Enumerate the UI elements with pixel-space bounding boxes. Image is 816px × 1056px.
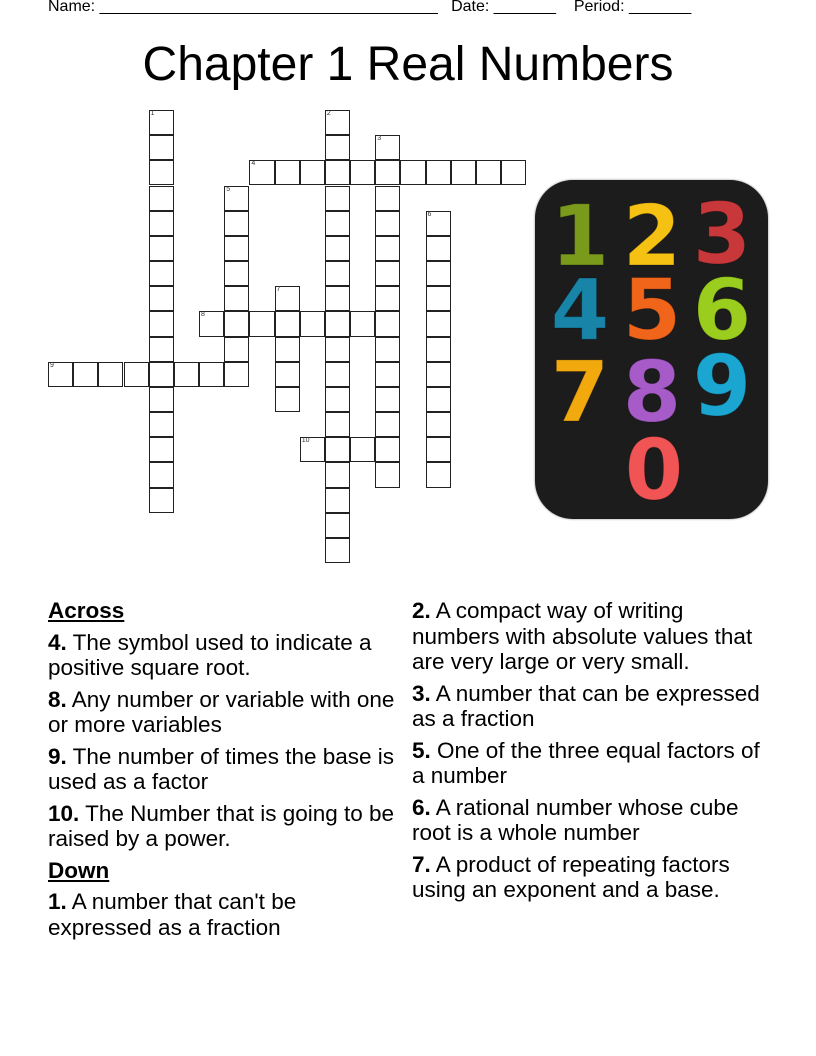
clue-down-2: 2. A compact way of writing numbers with absolute values that are very large or very small. (412, 598, 753, 674)
crossword-cell[interactable] (426, 211, 451, 236)
crossword-cell[interactable] (224, 186, 249, 211)
crossword-cell[interactable] (98, 362, 123, 387)
digit-1-graphic: 1 (550, 187, 610, 285)
clues-right-column (412, 598, 772, 909)
crossword-cell[interactable] (325, 488, 350, 513)
crossword-cell[interactable] (426, 437, 451, 462)
crossword-cell[interactable] (400, 160, 425, 185)
clue-number: 4 (251, 160, 256, 168)
digit-4-graphic: 4 (550, 261, 610, 359)
crossword-cell[interactable] (300, 160, 325, 185)
crossword-cell[interactable] (149, 286, 174, 311)
clue-across-8: 8. Any number or variable with one or more variables (48, 686, 395, 737)
crossword-cell[interactable] (325, 261, 350, 286)
crossword-cell[interactable] (325, 437, 350, 462)
crossword-cell[interactable] (325, 110, 350, 135)
page-title: Chapter 1 Real Numbers (142, 38, 674, 91)
crossword-cell[interactable] (275, 337, 300, 362)
crossword-cell[interactable] (149, 261, 174, 286)
crossword-cell[interactable] (375, 337, 400, 362)
crossword-cell[interactable] (325, 236, 350, 261)
crossword-cell[interactable] (325, 286, 350, 311)
crossword-cell[interactable] (350, 160, 375, 185)
clue-number: 9 (50, 361, 54, 369)
clue-down-7: 7. A product of repeating factors using an exponent and a base. (412, 851, 730, 902)
worksheet-header (48, 0, 691, 16)
crossword-cell[interactable] (149, 110, 174, 135)
crossword-cell[interactable] (224, 286, 249, 311)
crossword-cell[interactable] (325, 538, 350, 563)
digit-7-graphic: 7 (550, 343, 610, 441)
crossword-cell[interactable] (124, 362, 149, 387)
crossword-cell[interactable] (224, 261, 249, 286)
crossword-cell[interactable] (325, 337, 350, 362)
crossword-cell[interactable] (149, 135, 174, 160)
date-field[interactable]: Date: _______ (451, 0, 557, 15)
crossword-cell[interactable] (426, 387, 451, 412)
clue-down-5: 5. One of the three equal factors of a number (412, 737, 760, 788)
crossword-cell[interactable] (325, 412, 350, 437)
clue-across-4: 4. The symbol used to indicate a positive square root. (48, 629, 372, 680)
crossword-cell[interactable] (375, 211, 400, 236)
crossword-cell[interactable] (149, 186, 174, 211)
clue-number: 7 (276, 286, 281, 294)
crossword-cell[interactable] (149, 311, 174, 336)
crossword-cell[interactable] (149, 211, 174, 236)
crossword-cell[interactable] (325, 135, 350, 160)
crossword-cell[interactable] (375, 135, 400, 160)
crossword-cell[interactable] (350, 437, 375, 462)
across-heading: Across (48, 598, 125, 623)
crossword-cell[interactable] (375, 462, 400, 487)
crossword-cell[interactable] (224, 311, 249, 336)
crossword-cell[interactable] (375, 387, 400, 412)
crossword-cell[interactable] (325, 362, 350, 387)
digit-3-graphic: 3 (692, 185, 752, 283)
crossword-cell[interactable] (375, 311, 400, 336)
crossword-cell[interactable] (249, 311, 274, 336)
crossword-cell[interactable] (375, 286, 400, 311)
crossword-cell[interactable] (300, 437, 325, 462)
crossword-cell[interactable] (224, 236, 249, 261)
crossword-cell[interactable] (199, 362, 224, 387)
clue-down-3: 3. A number that can be expressed as a fraction (412, 680, 760, 731)
crossword-cell[interactable] (451, 160, 476, 185)
crossword-cell[interactable] (275, 286, 300, 311)
crossword-cell[interactable] (149, 236, 174, 261)
crossword-cell[interactable] (149, 337, 174, 362)
clue-number: 6 (427, 210, 432, 218)
crossword-cell[interactable] (426, 160, 451, 185)
crossword-cell[interactable] (476, 160, 501, 185)
crossword-cell[interactable] (375, 261, 400, 286)
digit-2-graphic: 2 (622, 187, 682, 285)
crossword-cell[interactable] (275, 362, 300, 387)
crossword-cell[interactable] (325, 160, 350, 185)
digit-0-graphic: 0 (624, 421, 684, 519)
crossword-cell[interactable] (275, 387, 300, 412)
numbers-illustration (535, 180, 768, 519)
crossword-cell[interactable] (149, 412, 174, 437)
crossword-cell[interactable] (325, 211, 350, 236)
crossword-cell[interactable] (426, 337, 451, 362)
crossword-cell[interactable] (149, 462, 174, 487)
crossword-cell[interactable] (275, 311, 300, 336)
crossword-cell[interactable] (149, 437, 174, 462)
crossword-cell[interactable] (375, 437, 400, 462)
crossword-cell[interactable] (275, 160, 300, 185)
crossword-cell[interactable] (300, 311, 325, 336)
crossword-cell[interactable] (325, 311, 350, 336)
crossword-cell[interactable] (426, 261, 451, 286)
crossword-cell[interactable] (375, 412, 400, 437)
crossword-cell[interactable] (325, 387, 350, 412)
clue-number: 2 (326, 110, 331, 117)
clue-down-6: 6. A rational number whose cube root is a whole number (412, 794, 739, 845)
crossword-cell[interactable] (426, 462, 451, 487)
crossword-cell[interactable] (174, 362, 199, 387)
period-field[interactable]: Period: _______ (573, 0, 692, 15)
crossword-cell[interactable] (426, 286, 451, 311)
crossword-cell[interactable] (375, 186, 400, 211)
crossword-cell[interactable] (224, 362, 249, 387)
crossword-cell[interactable] (149, 387, 174, 412)
clue-across-9: 9. The number of times the base is used as a factor (48, 743, 395, 794)
crossword-cell[interactable] (325, 513, 350, 538)
crossword-cell[interactable] (375, 160, 400, 185)
crossword-cell[interactable] (350, 311, 375, 336)
crossword-cell[interactable] (224, 337, 249, 362)
down-heading: Down (48, 857, 110, 883)
crossword-cell[interactable] (375, 236, 400, 261)
clue-number: 5 (226, 185, 231, 193)
crossword-cell[interactable] (426, 311, 451, 336)
clue-across-10: 10. The Number that is going to be raised by a power. (48, 800, 395, 851)
clue-down-1: 1. A number that can't be expressed as a fraction (48, 889, 297, 940)
digit-5-graphic: 5 (622, 261, 682, 359)
crossword-cell[interactable] (501, 160, 526, 185)
crossword-cell[interactable] (149, 362, 174, 387)
clue-number: 8 (201, 311, 205, 319)
clue-number: 3 (377, 135, 382, 143)
digit-9-graphic: 9 (692, 337, 752, 435)
crossword-cell[interactable] (426, 236, 451, 261)
crossword-cell[interactable] (426, 412, 451, 437)
digit-6-graphic: 6 (692, 261, 752, 359)
crossword-cell[interactable] (149, 160, 174, 185)
crossword-cell[interactable] (73, 362, 98, 387)
crossword-cell[interactable] (199, 311, 224, 336)
crossword-cell[interactable] (375, 362, 400, 387)
clue-number: 1 (150, 110, 155, 117)
crossword-cell[interactable] (325, 186, 350, 211)
clue-number: 10 (301, 437, 310, 445)
clues-left-column (48, 598, 403, 946)
name-field[interactable]: Name: ______________________________________ (48, 0, 438, 15)
crossword-cell[interactable] (249, 160, 274, 185)
crossword-cell[interactable] (325, 462, 350, 487)
crossword-cell[interactable] (149, 488, 174, 513)
crossword-grid (48, 110, 548, 570)
crossword-cell[interactable] (224, 211, 249, 236)
crossword-cell[interactable] (48, 362, 73, 387)
crossword-cell[interactable] (426, 362, 451, 387)
digit-8-graphic: 8 (622, 343, 682, 441)
